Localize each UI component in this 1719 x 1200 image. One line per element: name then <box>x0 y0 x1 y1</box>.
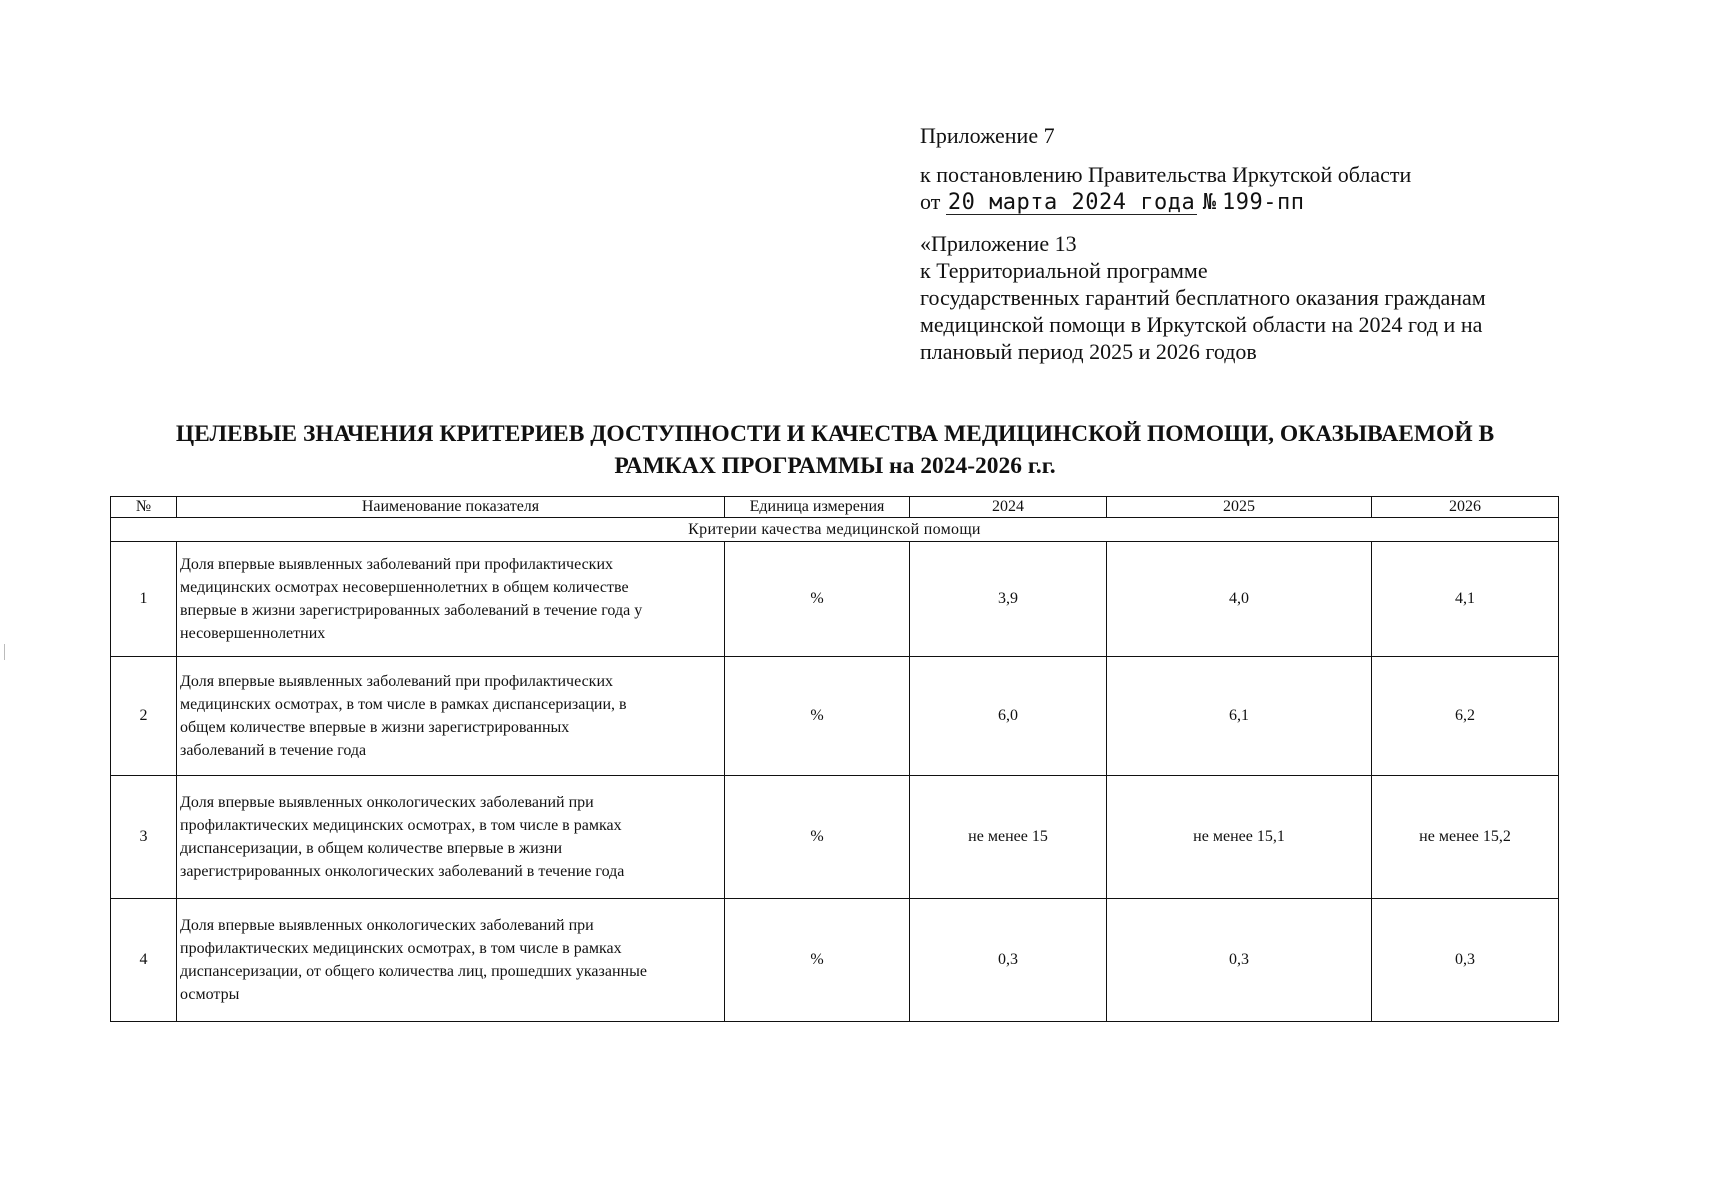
indicator-name-line: профилактических медицинских осмотрах, в том числе в рамках <box>180 817 622 834</box>
value-2026: 4,1 <box>1372 542 1559 657</box>
unit-cell: % <box>725 657 910 776</box>
value-2026: 0,3 <box>1372 899 1559 1022</box>
indicator-name <box>177 657 725 776</box>
title-line-1: ЦЕЛЕВЫЕ ЗНАЧЕНИЯ КРИТЕРИЕВ ДОСТУПНОСТИ И КАЧЕСТВА МЕДИЦИНСКОЙ ПОМОЩИ, ОКАЗЫВАЕМОЙ В <box>175 421 1495 447</box>
unit-cell: % <box>725 542 910 657</box>
indicator-name <box>177 542 725 657</box>
program-line-4: плановый период 2025 и 2026 годов <box>920 339 1257 364</box>
title-line-2: РАМКАХ ПРОГРАММЫ на 2024-2026 г.г. <box>614 453 1056 479</box>
date-prefix: от <box>920 189 941 214</box>
value-2025: 0,3 <box>1107 899 1372 1022</box>
indicator-name-line: Доля впервые выявленных онкологических заболеваний при <box>180 917 594 934</box>
program-line-3: медицинской помощи в Иркутской области на 2024 год и на <box>920 312 1483 337</box>
document-title <box>110 418 1560 482</box>
col-header-number: № <box>111 497 177 518</box>
col-header-2024: 2024 <box>910 497 1107 518</box>
indicator-name-line: зарегистрированных онкологических заболеваний в течение года <box>180 863 625 880</box>
value-2025: 4,0 <box>1107 542 1372 657</box>
appendix-header <box>920 122 1620 365</box>
section-title: Критерии качества медицинской помощи <box>111 518 1559 542</box>
indicator-name-line: осмотры <box>180 986 240 1003</box>
table-row <box>111 657 1559 776</box>
value-2024: 3,9 <box>910 542 1107 657</box>
indicator-name-line: Доля впервые выявленных заболеваний при профилактических <box>180 556 614 573</box>
unit-cell: % <box>725 899 910 1022</box>
program-line-2: государственных гарантий бесплатного оказания гражданам <box>920 285 1486 310</box>
value-2026: 6,2 <box>1372 657 1559 776</box>
indicator-name-line: медицинских осмотрах, в том числе в рамках диспансеризации, в <box>180 696 627 713</box>
value-2025: не менее 15,1 <box>1107 776 1372 899</box>
decree-reference: к постановлению Правительства Иркутской области <box>920 162 1412 187</box>
col-header-name: Наименование показателя <box>177 497 725 518</box>
value-2024: не менее 15 <box>910 776 1107 899</box>
indicator-name-line: заболеваний в течение года <box>180 742 367 759</box>
indicator-name-line: диспансеризации, в общем количестве впервые в жизни <box>180 840 563 857</box>
value-2024: 0,3 <box>910 899 1107 1022</box>
scan-edge-mark <box>4 644 5 660</box>
indicator-name <box>177 899 725 1022</box>
value-2025: 6,1 <box>1107 657 1372 776</box>
appendix-number: Приложение 7 <box>920 123 1055 148</box>
table-header-row <box>111 497 1559 518</box>
col-header-unit: Единица измерения <box>725 497 910 518</box>
indicator-name-line: впервые в жизни зарегистрированных заболеваний в течение года у <box>180 602 643 619</box>
indicator-name-line: профилактических медицинских осмотрах, в том числе в рамках <box>180 940 622 957</box>
table-row <box>111 542 1559 657</box>
indicator-name <box>177 776 725 899</box>
decree-date: 20 марта 2024 года <box>947 190 1196 215</box>
section-row <box>111 518 1559 542</box>
indicator-name-line: Доля впервые выявленных заболеваний при профилактических <box>180 673 614 690</box>
decree-date-line <box>920 188 1620 216</box>
value-2024: 6,0 <box>910 657 1107 776</box>
unit-cell: % <box>725 776 910 899</box>
indicator-name-line: диспансеризации, от общего количества лиц, прошедших указанные <box>180 963 647 980</box>
value-2026: не менее 15,2 <box>1372 776 1559 899</box>
table-row <box>111 899 1559 1022</box>
referenced-appendix: «Приложение 13 <box>920 231 1077 256</box>
row-number: 3 <box>111 776 177 899</box>
col-header-2026: 2026 <box>1372 497 1559 518</box>
row-number: 4 <box>111 899 177 1022</box>
row-number: 1 <box>111 542 177 657</box>
decree-number: 199-пп <box>1222 190 1305 215</box>
indicator-name-line: несовершеннолетних <box>180 625 326 642</box>
col-header-2025: 2025 <box>1107 497 1372 518</box>
criteria-table <box>110 496 1559 1022</box>
indicator-name-line: медицинских осмотрах несовершеннолетних в общем количестве <box>180 579 629 596</box>
indicator-name-line: Доля впервые выявленных онкологических заболеваний при <box>180 794 594 811</box>
table-row <box>111 776 1559 899</box>
number-prefix: № <box>1202 190 1217 215</box>
row-number: 2 <box>111 657 177 776</box>
indicator-name-line: общем количестве впервые в жизни зарегистрированных <box>180 719 570 736</box>
program-line-1: к Территориальной программе <box>920 258 1208 283</box>
